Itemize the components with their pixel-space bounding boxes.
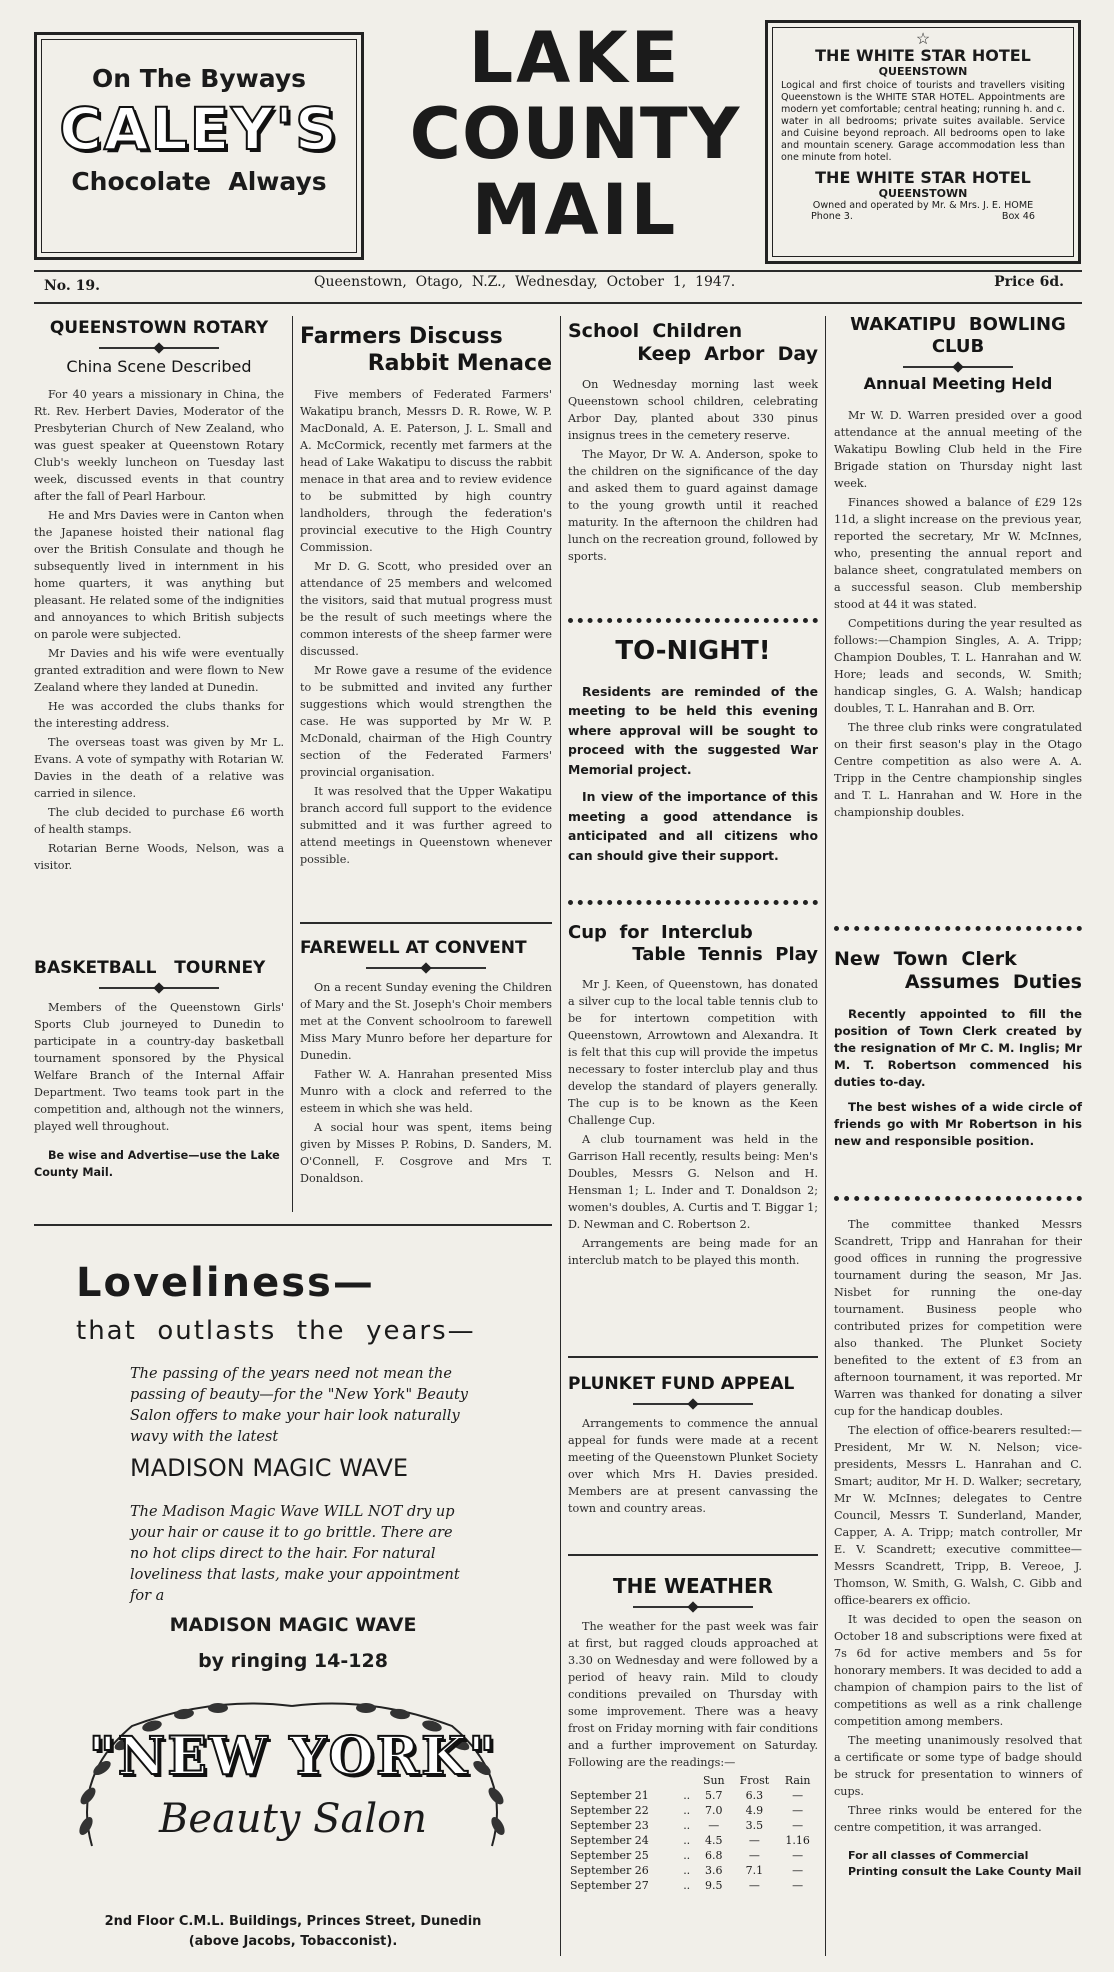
weather-day: September 23 xyxy=(570,1819,649,1833)
white-star-box: Box 46 xyxy=(1001,211,1035,222)
price: Price 6d. xyxy=(994,274,1064,290)
cup-body xyxy=(568,976,818,1269)
advertise-note: Be wise and Advertise—use the Lake County Mail. xyxy=(34,1148,280,1179)
weather-body xyxy=(568,1618,818,1771)
basketball-ornament xyxy=(99,987,219,989)
weather-frost: 6.3 xyxy=(745,1789,764,1803)
rotary-ornament xyxy=(99,347,219,349)
cup-headline-2: Table Tennis Play xyxy=(632,943,818,965)
weather-col-frost: Frost xyxy=(739,1774,770,1788)
star-icon: ☆ xyxy=(915,29,931,48)
paragraph: Mr J. Keen, of Queenstown, has donated a silver cup to the local table tennis club to be for intertown competition with Queenstown, Arrowtown and Alexandra. It is felt that this cup will provide the impetus necessary to foster interclub play and thus develop the standard of players generally. The cup is to be known as the Keen Challenge Cup. xyxy=(568,977,818,1127)
weather-article xyxy=(568,1574,818,1893)
basketball-article xyxy=(34,958,284,1181)
basketball-body xyxy=(34,999,284,1135)
clerk-top-border xyxy=(834,926,1082,931)
masthead-line-1: LAKE xyxy=(468,17,682,99)
paragraph: Mr Rowe gave a resume of the evidence to be submitted and invited any further suggestions which would strengthen the case. He was supported by Mr W. P. McDonald, chairman of the High Country section of the Federated Farmers' provincial organisation. xyxy=(300,663,552,779)
white-star-name-2: THE WHITE STAR HOTEL xyxy=(815,168,1031,187)
weather-frost: — xyxy=(748,1849,760,1863)
arbor-body xyxy=(568,376,818,565)
paragraph: The overseas toast was given by Mr L. Evans. A vote of sympathy with Rotarian W. Davies in the death of a relative was carried in silence. xyxy=(34,736,284,801)
weather-rain: — xyxy=(792,1819,804,1833)
weather-table xyxy=(568,1773,818,1893)
caleys-ad-line2: Chocolate Always xyxy=(71,167,327,196)
paragraph: For 40 years a missionary in China, the Rt. Rev. Herbert Davies, Moderator of the Presbyterian Church of New Zealand, who was guest speaker at Queenstown Rotary Club's weekly luncheon on Tuesday last week, discussed events in that country after the fall of Pearl Harbour. xyxy=(34,388,284,504)
clerk-bottom-border xyxy=(834,1196,1082,1201)
weather-col-rain: Rain xyxy=(784,1774,811,1788)
weather-frost: 3.5 xyxy=(745,1819,764,1833)
plunket-body xyxy=(568,1415,818,1517)
convent-ornament xyxy=(366,967,486,969)
caleys-ad xyxy=(34,32,364,260)
rotary-headline: QUEENSTOWN ROTARY xyxy=(49,318,269,338)
beauty-salon-ad xyxy=(34,1240,552,1960)
paragraph: The meeting unanimously resolved that a certificate or some type of badge should be struck for presentation to winners of cups. xyxy=(834,1734,1082,1798)
white-star-name: THE WHITE STAR HOTEL xyxy=(815,46,1031,65)
paragraph: In view of the importance of this meeting a good attendance is anticipated and all citizens who can should give their support. xyxy=(568,789,818,863)
arbor-headline-1: School Children xyxy=(568,320,743,342)
paragraph: A social hour was spent, items being given by Misses P. Robins, D. Sanders, M. O'Connell, F. Cosgrove and Mrs T. Donaldson. xyxy=(300,1120,552,1185)
table-row: September 21 .. 5.7 6.3 — xyxy=(568,1788,818,1803)
column-rule-3 xyxy=(825,316,826,1956)
paragraph: A club tournament was held in the Garrison Hall recently, results being: Men's Doubles, Messrs G. Nelson and H. Hensman 1; L. Inder and T. Donaldson 2; women's doubles, A. Curtis and T. Biggar 1; D. Newman and C. Robertson 2. xyxy=(568,1132,818,1231)
rotary-subhead: China Scene Described xyxy=(66,356,252,376)
weather-sun: 5.7 xyxy=(705,1789,723,1803)
paragraph: Arrangements are being made for an interclub match to be played this month. xyxy=(568,1236,818,1267)
tonight-bottom-border xyxy=(568,900,818,905)
plunket-headline: PLUNKET FUND APPEAL xyxy=(568,1374,795,1394)
bowling-article xyxy=(834,314,1082,823)
paragraph: Mr Davies and his wife were eventually granted extradition and were flown to New Zealand where they landed at Dunedin. xyxy=(34,647,284,695)
weather-top-rule xyxy=(568,1554,818,1556)
weather-rain: — xyxy=(792,1864,804,1878)
column-2 xyxy=(300,324,552,870)
tonight-notice xyxy=(568,636,818,873)
convent-top-rule xyxy=(300,922,552,924)
column-rule-2 xyxy=(560,316,561,1956)
weather-sun: — xyxy=(708,1819,720,1833)
paragraph: Members of the Queenstown Girls' Sports Club journeyed to Dunedin to participate in a country-day basketball tournament sponsored by the Physical Welfare Branch of the Internal Affair Department. Two teams took part in the competition and, although not the winners, played well throughout. xyxy=(34,1000,284,1133)
plunket-article xyxy=(568,1374,818,1519)
table-row: September 25 .. 6.8 — — xyxy=(568,1848,818,1863)
paragraph: Three rinks would be entered for the centre competition, it was arranged. xyxy=(834,1804,1082,1834)
ad-address-2: (above Jacobs, Tobacconist). xyxy=(188,1934,398,1949)
clerk-headline-2: Assumes Duties xyxy=(904,971,1082,994)
table-row: September 22 .. 7.0 4.9 — xyxy=(568,1803,818,1818)
bowling-body xyxy=(834,407,1082,821)
paragraph: It was decided to open the season on October 18 and subscriptions were fixed at 7s 6d for active members and 5s for honorary members. It was decided to add a champion of champion pairs to the list of competitions as well as a rink challenge competition among members. xyxy=(834,1613,1082,1728)
weather-headline: THE WEATHER xyxy=(612,1574,774,1598)
caleys-brand: CALEY'S xyxy=(59,95,339,163)
farmers-headline-1: Farmers Discuss xyxy=(300,324,503,349)
bowling-continued-body xyxy=(834,1216,1082,1836)
paragraph: Recently appointed to fill the position of Town Clerk created by the resignation of Mr C. M. Inglis; Mr M. T. Robertson commenced his duties to-day. xyxy=(834,1007,1082,1090)
ad-wave-1: MADISON MAGIC WAVE xyxy=(130,1454,409,1482)
ad-address-1: 2nd Floor C.M.L. Buildings, Princes Street, Dunedin xyxy=(104,1914,482,1929)
printing-note: For all classes of Commercial Printing consult the Lake County Mail xyxy=(848,1849,1082,1878)
convent-article xyxy=(300,938,552,1189)
table-row: September 26 .. 3.6 7.1 — xyxy=(568,1863,818,1878)
ad-headline: Loveliness— xyxy=(76,1260,375,1306)
bowling-continued xyxy=(834,1216,1082,1880)
ad-intro: The passing of the years need not mean the passing of beauty—for the "New York" Beauty Salon offers to make your hair look naturally wavy with the latest xyxy=(130,1366,468,1445)
plunket-top-rule xyxy=(568,1356,818,1358)
clerk-headline-1: New Town Clerk xyxy=(834,948,1017,970)
paragraph: The weather for the past week was fair at first, but ragged clouds approached at 3.30 on Wednesday and were followed by a period of heavy rain. Mild to cloudy conditions prevailed on Thursday with some improvement. There was a heavy frost on Friday morning with fair conditions and a further improvement on Saturday. Following are the readings:— xyxy=(568,1620,818,1770)
weather-rain: — xyxy=(792,1804,804,1818)
place-date: Queenstown, Otago, N.Z., Wednesday, October 1, 1947. xyxy=(314,274,736,290)
weather-sun: 4.5 xyxy=(705,1834,723,1848)
paragraph: The best wishes of a wide circle of friends go with Mr Robertson in his new and responsible position. xyxy=(834,1100,1082,1149)
dateline-bottom-rule xyxy=(34,302,1082,304)
arbor-day-article xyxy=(568,320,818,567)
rotary-body xyxy=(34,386,284,874)
weather-frost: 4.9 xyxy=(745,1804,764,1818)
masthead-title xyxy=(400,17,750,251)
weather-frost: 7.1 xyxy=(745,1864,764,1878)
paragraph: Five members of Federated Farmers' Wakatipu branch, Messrs D. R. Rowe, W. P. MacDonald, A. E. Paterson, J. L. Small and A. McCormick, recently met farmers at the head of Lake Wakatipu to discuss the rabbit menace in that area and to review evidence to be submitted by high country landholders, through the federation's provincial executive to the High Country Commission. xyxy=(300,387,552,554)
white-star-place: QUEENSTOWN xyxy=(878,65,968,78)
ad-ringing: by ringing 14-128 xyxy=(198,1650,388,1672)
masthead-line-2: COUNTY xyxy=(409,93,741,175)
weather-day: September 24 xyxy=(570,1834,649,1848)
weather-day: September 26 xyxy=(570,1864,649,1878)
clerk-body xyxy=(834,1006,1082,1150)
weather-day: September 25 xyxy=(570,1849,649,1863)
weather-frost: — xyxy=(748,1879,760,1893)
table-row: September 23 .. — 3.5 — xyxy=(568,1818,818,1833)
paragraph: Finances showed a balance of £29 12s 11d, a slight increase on the previous year, reported the secretary, Mr W. McInnes, who, presenting the annual report and balance sheet, congratulated members on a successful season. Club membership stood at 44 it was stated. xyxy=(834,496,1082,612)
weather-header-row xyxy=(568,1773,818,1788)
tonight-body xyxy=(568,682,818,866)
white-star-place-2: QUEENSTOWN xyxy=(878,187,968,200)
weather-ornament xyxy=(633,1606,753,1608)
town-clerk-article xyxy=(834,948,1082,1158)
ad-subhead: that outlasts the years— xyxy=(76,1316,476,1346)
table-tennis-article xyxy=(568,922,818,1271)
weather-sun: 7.0 xyxy=(705,1804,723,1818)
bowling-headline-2: CLUB xyxy=(931,335,985,357)
caleys-ad-line1: On The Byways xyxy=(92,64,306,93)
column-1 xyxy=(34,318,284,876)
bowling-ornament xyxy=(903,366,1013,368)
cup-headline-1: Cup for Interclub xyxy=(568,922,753,943)
convent-headline: FAREWELL AT CONVENT xyxy=(300,938,527,958)
ad-brand-script: Beauty Salon xyxy=(159,1796,427,1842)
table-row: September 27 .. 9.5 — — xyxy=(568,1878,818,1893)
paragraph: Mr W. D. Warren presided over a good attendance at the annual meeting of the Wakatipu Bowling Club held in the Fire Brigade station on Thursday night last week. xyxy=(834,409,1082,491)
ad-top-rule xyxy=(34,1224,552,1226)
table-row: September 24 .. 4.5 — 1.16 xyxy=(568,1833,818,1848)
paragraph: On Wednesday morning last week Queenstown school children, celebrating Arbor Day, planted about 330 pinus insignus trees in the cemetery reserve. xyxy=(568,378,818,443)
arbor-headline-2: Keep Arbor Day xyxy=(637,343,818,366)
paragraph: Arrangements to commence the annual appeal for funds were made at a recent meeting of the Queenstown Plunket Society over which Mrs H. Davies presided. Members are at present canvassing the town and country areas. xyxy=(568,1416,818,1515)
weather-sun: 9.5 xyxy=(705,1879,723,1893)
paragraph: Father W. A. Hanrahan presented Miss Munro with a clock and referred to the esteem in which she was held. xyxy=(300,1067,552,1115)
weather-rain: — xyxy=(792,1879,804,1893)
weather-sun: 6.8 xyxy=(705,1849,723,1863)
weather-col-sun: Sun xyxy=(702,1774,725,1788)
weather-rain: 1.16 xyxy=(785,1834,810,1848)
paragraph: The committee thanked Messrs Scandrett, Tripp and Hanrahan for their good offices in running the progressive tournament during the season, Mr Jas. Nisbet for running the one-day tournament. Business people who contributed prizes for competition were also thanked. The Plunket Society benefited to the extent of £3 from an afternoon tournament, it was reported. Mr Warren was thanked for donating a silver cup for the handicap doubles. xyxy=(834,1218,1082,1418)
paragraph: The Mayor, Dr W. A. Anderson, spoke to the children on the significance of the day and asked them to guard against damage to the young growth until it reached maturity. In the afternoon the children had lunch on the recreation ground, followed by sports. xyxy=(568,448,818,564)
dateline-top-rule xyxy=(34,270,1082,272)
paragraph: The club decided to purchase £6 worth of health stamps. xyxy=(34,806,284,837)
paragraph: The three club rinks were congratulated on their first season's play in the Otago Centre competition as also were A. A. Tripp in the Centre championship singles and T. L. Hanrahan and W. Hore in the championship doubles. xyxy=(834,721,1082,820)
issue-number: No. 19. xyxy=(44,278,100,294)
ad-wave-2: MADISON MAGIC WAVE xyxy=(169,1614,417,1636)
bowling-subhead: Annual Meeting Held xyxy=(863,373,1053,393)
white-star-body: Logical and first choice of tourists and travellers visiting Queenstown is the WHITE STAR HOTEL. Appointments are modern yet comfortable; central heating; running h. and c. water in all bedrooms; private suites available. Service and Cuisine beyond reproach. All bedrooms open to lake and mountain scenery. Garage accommodation less than one minute from hotel. xyxy=(781,80,1065,163)
weather-day: September 21 xyxy=(570,1789,649,1803)
farmers-body xyxy=(300,386,552,868)
weather-sun: 3.6 xyxy=(705,1864,723,1878)
weather-frost: — xyxy=(748,1834,760,1848)
ad-brand: "NEW YORK" xyxy=(88,1726,498,1787)
white-star-owners: Owned and operated by Mr. & Mrs. J. E. HOME xyxy=(812,200,1034,211)
paragraph: Competitions during the year resulted as follows:—Champion Singles, A. A. Tripp; Champion Doubles, T. L. Hanrahan and W. Hore; leads and seconds, W. Smith; handicap singles, G. A. Walsh; handicap doubles, T. L. Hanrahan and B. Orr. xyxy=(834,617,1082,716)
paragraph: The election of office-bearers resulted:—President, Mr W. N. Nelson; vice-presidents, Messrs L. Hanrahan and C. Smart; auditor, Mr H. D. Walker; secretary, Mr W. McInnes; delegates to Centre Council, Messrs T. Sunderland, Mander, Capper, A. A. Tripp; match controller, Mr E. V. Scandrett; executive committee—Messrs Scandrett, Tripp, B. Vereoe, J. Thomson, W. Smith, G. Walsh, C. Gibb and office-bearers ex officio. xyxy=(834,1424,1082,1607)
weather-rain: — xyxy=(792,1849,804,1863)
ad-body: The Madison Magic Wave WILL NOT dry up your hair or cause it to go brittle. There are no hot clips direct to the hair. For natural loveliness that lasts, make your appointment for a xyxy=(130,1504,460,1604)
weather-rain: — xyxy=(792,1789,804,1803)
basketball-headline: BASKETBALL TOURNEY xyxy=(34,958,266,978)
masthead-line-3: MAIL xyxy=(471,169,679,251)
tonight-headline: TO-NIGHT! xyxy=(615,636,771,666)
dateline xyxy=(44,274,1074,300)
column-rule-1 xyxy=(292,316,293,1212)
paragraph: On a recent Sunday evening the Children of Mary and the St. Joseph's Choir members met at the Convent schoolroom to farewell Miss Mary Munro before her departure for Dunedin. xyxy=(300,980,552,1062)
paragraph: Residents are reminded of the meeting to be held this evening where approval will be sought to proceed with the suggested War Memorial project. xyxy=(568,683,818,777)
tonight-top-border xyxy=(568,618,818,623)
paragraph: He and Mrs Davies were in Canton when the Japanese hoisted their national flag over the British Consulate and though he subsequently lived in internment in his home quarters, it was anything but pleasant. He related some of the indignities and annoyances to which British subjects on parole were subjected. xyxy=(34,509,284,642)
plunket-ornament xyxy=(633,1403,753,1405)
white-star-phone: Phone 3. xyxy=(811,211,853,222)
paragraph: Mr D. G. Scott, who presided over an attendance of 25 members and welcomed the visitors, said that mutual progress must be the result of such meetings where the common interests of the sheep farmer were discussed. xyxy=(300,559,552,658)
weather-day: September 22 xyxy=(570,1804,649,1818)
farmers-headline-2: Rabbit Menace xyxy=(367,350,552,376)
convent-body xyxy=(300,979,552,1187)
weather-day: September 27 xyxy=(570,1879,649,1893)
bowling-headline-1: WAKATIPU BOWLING xyxy=(850,314,1066,335)
paragraph: It was resolved that the Upper Wakatipu branch accord full support to the evidence submitted and it was further agreed to attend meetings in Queenstown whenever possible. xyxy=(300,784,552,866)
paragraph: Rotarian Berne Woods, Nelson, was a visitor. xyxy=(34,842,284,873)
white-star-ad xyxy=(765,20,1081,264)
paragraph: He was accorded the clubs thanks for the interesting address. xyxy=(34,700,284,731)
